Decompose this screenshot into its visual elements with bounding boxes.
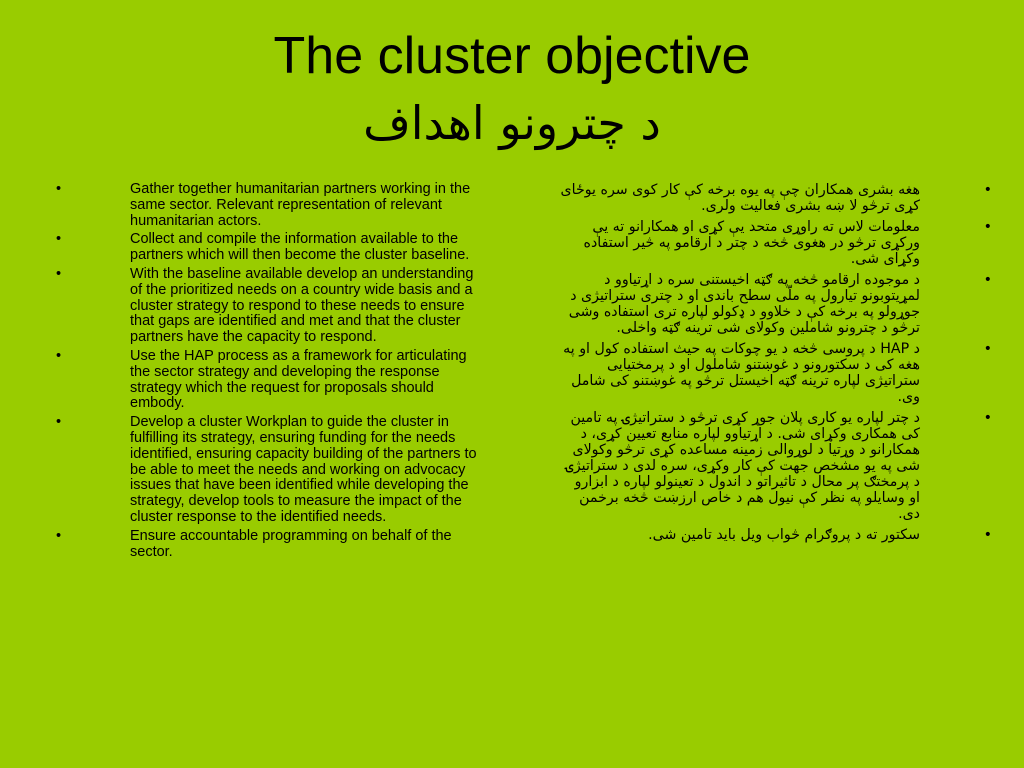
pashto-objective-text: د موجوده ارقامو څخه په ګټه اخیستنی سره د اړتیاوو د لمړیتوبونو تیارول په ملّی سطح باندی او د چتری ستراتیژی د جوړولو په برخه کې د خلاوو د ډکولو لپاره تری استفاده وشی ترڅو د چترونو شاملین وکولای شی ترینه ګټه واخلی. <box>568 272 920 336</box>
pashto-objective-text: د HAP د پروسی څخه د یو چوکات په حیث استفاده کول او په هغه کی د سکتورونو د غوښتنو شاملول او د پرمختیایی ستراتیژی لپاره ترینه ګټه اخیستل ترڅو په غوښتنو کی شامل وی. <box>563 341 920 405</box>
pashto-objectives-column <box>560 182 992 548</box>
english-objective-text: Ensure accountable programming on behalf of the sector. <box>130 527 452 560</box>
bullet-icon: • <box>56 181 62 197</box>
bullet-icon: • <box>983 410 992 426</box>
bullet-icon: • <box>56 231 62 248</box>
bullet-icon: • <box>983 272 992 288</box>
bullet-icon: • <box>56 414 62 431</box>
slide-title: The cluster objective <box>273 27 751 85</box>
bullet-icon: • <box>983 219 992 235</box>
pashto-objective-item <box>560 182 992 214</box>
slide-subtitle: د چترونو اهداف <box>363 96 661 150</box>
pashto-objective-text: معلومات لاس ته راوړی متحد یې کړی او همکارانو ته یې ورکړی ترڅو در هغوی څخه د چتر د ارقامو په څیر استفاده وکړای شی. <box>583 219 920 267</box>
pashto-objective-item <box>560 219 992 267</box>
pashto-objective-item <box>560 341 992 405</box>
bullet-icon: • <box>983 182 992 198</box>
english-objective-text: Use the HAP process as a framework for articulating the sector strategy and developing the response strategy which the request for proposals should embody. <box>130 347 467 412</box>
english-objective-text: Collect and compile the information available to the partners which will then become the cluster baseline. <box>130 231 470 264</box>
english-objective-item <box>56 529 486 561</box>
english-objective-item <box>56 182 486 229</box>
bullet-icon: • <box>56 265 62 282</box>
pashto-objective-item <box>560 527 992 543</box>
english-objective-item <box>56 267 486 346</box>
english-objective-text: Develop a cluster Workplan to guide the cluster in fulfilling its strategy, ensuring funding for the needs identified, ensuring capacity building of the partners to be able to meet the needs and working on advocacy issues that have been identified while developing the strategy, develop tools to measure the impact of the cluster response to the identified needs. <box>130 414 477 525</box>
bullet-icon: • <box>983 527 992 543</box>
english-objective-item <box>56 349 486 412</box>
bullet-icon: • <box>56 347 62 364</box>
english-objective-item <box>56 415 486 526</box>
english-objective-item <box>56 232 486 264</box>
pashto-objective-item <box>560 410 992 522</box>
pashto-objective-text: د چتر لپاره یو کاری پلان جوړ کړی ترڅو د ستراتیژۍ په تامین کی همکاری وکړای شی. د اړتیاوو لپاره منابع تعیین کړی، د همکارانو د وړتیا د لوړوالی زمینه مساعده کړی ترڅو وکولای شی په یو مشخص جهت کې کار وکړی، سره لدی د ستراتیژۍ د پرمختګ پر محال د تاثیراتو د اندول د تعینولو لپاره د ابزارو او وسایلو په نظر کې نیول هم د خاص ارزښت څخه برخمن دی. <box>565 410 920 522</box>
pashto-objective-text: هغه بشری همکاران چې په یوه برخه کې کار کوی سره یوځای کړی ترڅو لا ښه بشری فعالیت ولری. <box>560 182 920 214</box>
pashto-objective-text: سکتور ته د پروګرام څواب ویل باید تامین شی. <box>648 527 920 543</box>
english-objective-text: With the baseline available develop an understanding of the prioritized needs on a country wide basis and a cluster strategy to respond to these needs to ensure that gaps are identified and met and that the cluster partners have the capacity to respond. <box>130 265 474 346</box>
english-objective-text: Gather together humanitarian partners working in the same sector. Relevant representation of relevant humanitarian actors. <box>130 181 471 229</box>
bullet-icon: • <box>983 341 992 357</box>
english-objectives-column <box>56 182 486 563</box>
bullet-icon: • <box>56 527 62 544</box>
pashto-objective-item <box>560 272 992 336</box>
